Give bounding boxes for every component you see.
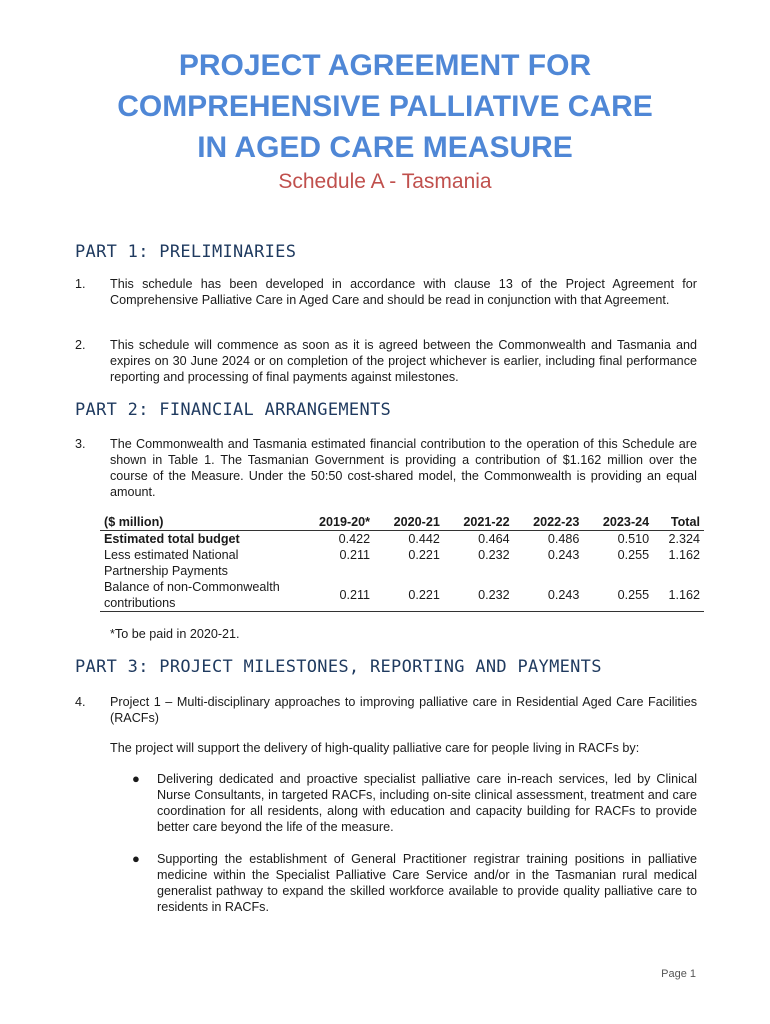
paragraph-4: [75, 694, 697, 726]
table-cell: 0.211: [339, 548, 371, 562]
table-cell: 2.324: [668, 532, 700, 546]
paragraph-number: 2.: [75, 338, 86, 352]
table-cell: 0.442: [408, 532, 440, 546]
document-title: [0, 45, 770, 168]
list-item-text: Delivering dedicated and proactive specialist palliative care in-reach services, led by Clinical Nurse Consultants, in targeted RACFs, including on-site clinical assessment, treatment and care coordination for all residents, along with education and capacity building for RACFs to provide better care beyond the life of the measure.: [157, 772, 697, 834]
title-line-3: IN AGED CARE MEASURE: [197, 131, 573, 164]
part-1-heading: PART 1: PRELIMINARIES: [75, 242, 297, 262]
table-footnote: *To be paid in 2020-21.: [110, 627, 240, 641]
paragraph-1: [75, 276, 697, 308]
table-cell: 0.486: [547, 532, 580, 546]
paragraph-text: The project will support the delivery of high-quality palliative care for people living in RACFs by:: [110, 741, 640, 755]
column-header: 2019-20*: [298, 514, 374, 531]
list-item: [110, 771, 697, 835]
table-cell: 0.232: [444, 579, 514, 612]
schedule-subtitle: Schedule A - Tasmania: [278, 170, 492, 193]
page-number: Page 1: [661, 968, 696, 980]
column-header: 2022-23: [514, 514, 584, 531]
part-2-heading: PART 2: FINANCIAL ARRANGEMENTS: [75, 400, 392, 420]
bullet-icon: ●: [132, 771, 140, 786]
title-line-2: COMPREHENSIVE PALLIATIVE CARE: [117, 90, 653, 123]
paragraph-4-intro: [75, 740, 697, 756]
paragraph-number: 4.: [75, 695, 86, 709]
table-row: [100, 531, 704, 548]
part-3-heading: PART 3: PROJECT MILESTONES, REPORTING AND PAYMENTS: [75, 657, 602, 677]
row-label: Less estimated National Partnership Payments: [104, 548, 239, 578]
table-cell: 0.211: [298, 579, 374, 612]
table-cell: 0.510: [617, 532, 650, 546]
row-label: Estimated total budget: [104, 532, 240, 546]
table-row: [100, 547, 704, 579]
list-item-text: Supporting the establishment of General Practitioner registrar training positions in palliative medicine within the Specialist Palliative Care Service and/or in the Tasmanian rural medical generalist pathway to expand the skilled workforce available to provide quality palliative care to residents in RACFs.: [157, 852, 697, 914]
column-header: ($ million): [100, 514, 298, 531]
financial-contribution-table: [100, 514, 704, 612]
column-header: 2020-21: [374, 514, 444, 531]
title-line-1: PROJECT AGREEMENT FOR: [178, 49, 592, 82]
paragraph-text: Project 1 – Multi-disciplinary approaches to improving palliative care in Residential Aged Care Facilities (RACFs): [110, 695, 697, 725]
paragraph-3: [75, 436, 697, 500]
table-cell: 0.221: [374, 579, 444, 612]
table-cell: 1.162: [668, 548, 700, 562]
table-cell: 0.464: [478, 532, 510, 546]
table-cell: 1.162: [653, 579, 704, 612]
paragraph-text: This schedule will commence as soon as it is agreed between the Commonwealth and Tasmania and expires on 30 June 2024 or on completion of the project whichever is earlier, including final performance reporting and processing of final payments against milestones.: [110, 338, 697, 384]
column-header: 2021-22: [444, 514, 514, 531]
column-header: Total: [653, 514, 704, 531]
paragraph-text: This schedule has been developed in accordance with clause 13 of the Project Agreement for Comprehensive Palliative Care in Aged Care and should be read in conjunction with that Agreement.: [110, 277, 697, 307]
table-cell: 0.422: [338, 532, 371, 546]
table-cell: 0.255: [583, 579, 653, 612]
paragraph-number: 3.: [75, 437, 86, 451]
bullet-list: [110, 771, 697, 931]
paragraph-text: The Commonwealth and Tasmania estimated financial contribution to the operation of this Schedule are shown in Table 1. The Tasmanian Government is providing a contribution of $1.162 million over the course of the Measure. Under the 50:50 cost-shared model, the Commonwealth is providing an equal amount.: [110, 437, 697, 499]
bullet-icon: ●: [132, 851, 140, 866]
table-header-row: [100, 514, 704, 531]
table-cell: 0.255: [617, 548, 650, 562]
table-cell: 0.243: [547, 548, 580, 562]
paragraph-number: 1.: [75, 277, 86, 291]
paragraph-2: [75, 337, 697, 385]
table-row: [100, 579, 704, 612]
column-header: 2023-24: [583, 514, 653, 531]
table-cell: 0.221: [408, 548, 440, 562]
row-label: Balance of non-Commonwealth contributions: [100, 579, 298, 612]
table-cell: 0.243: [514, 579, 584, 612]
list-item: [110, 851, 697, 915]
table-cell: 0.232: [478, 548, 510, 562]
